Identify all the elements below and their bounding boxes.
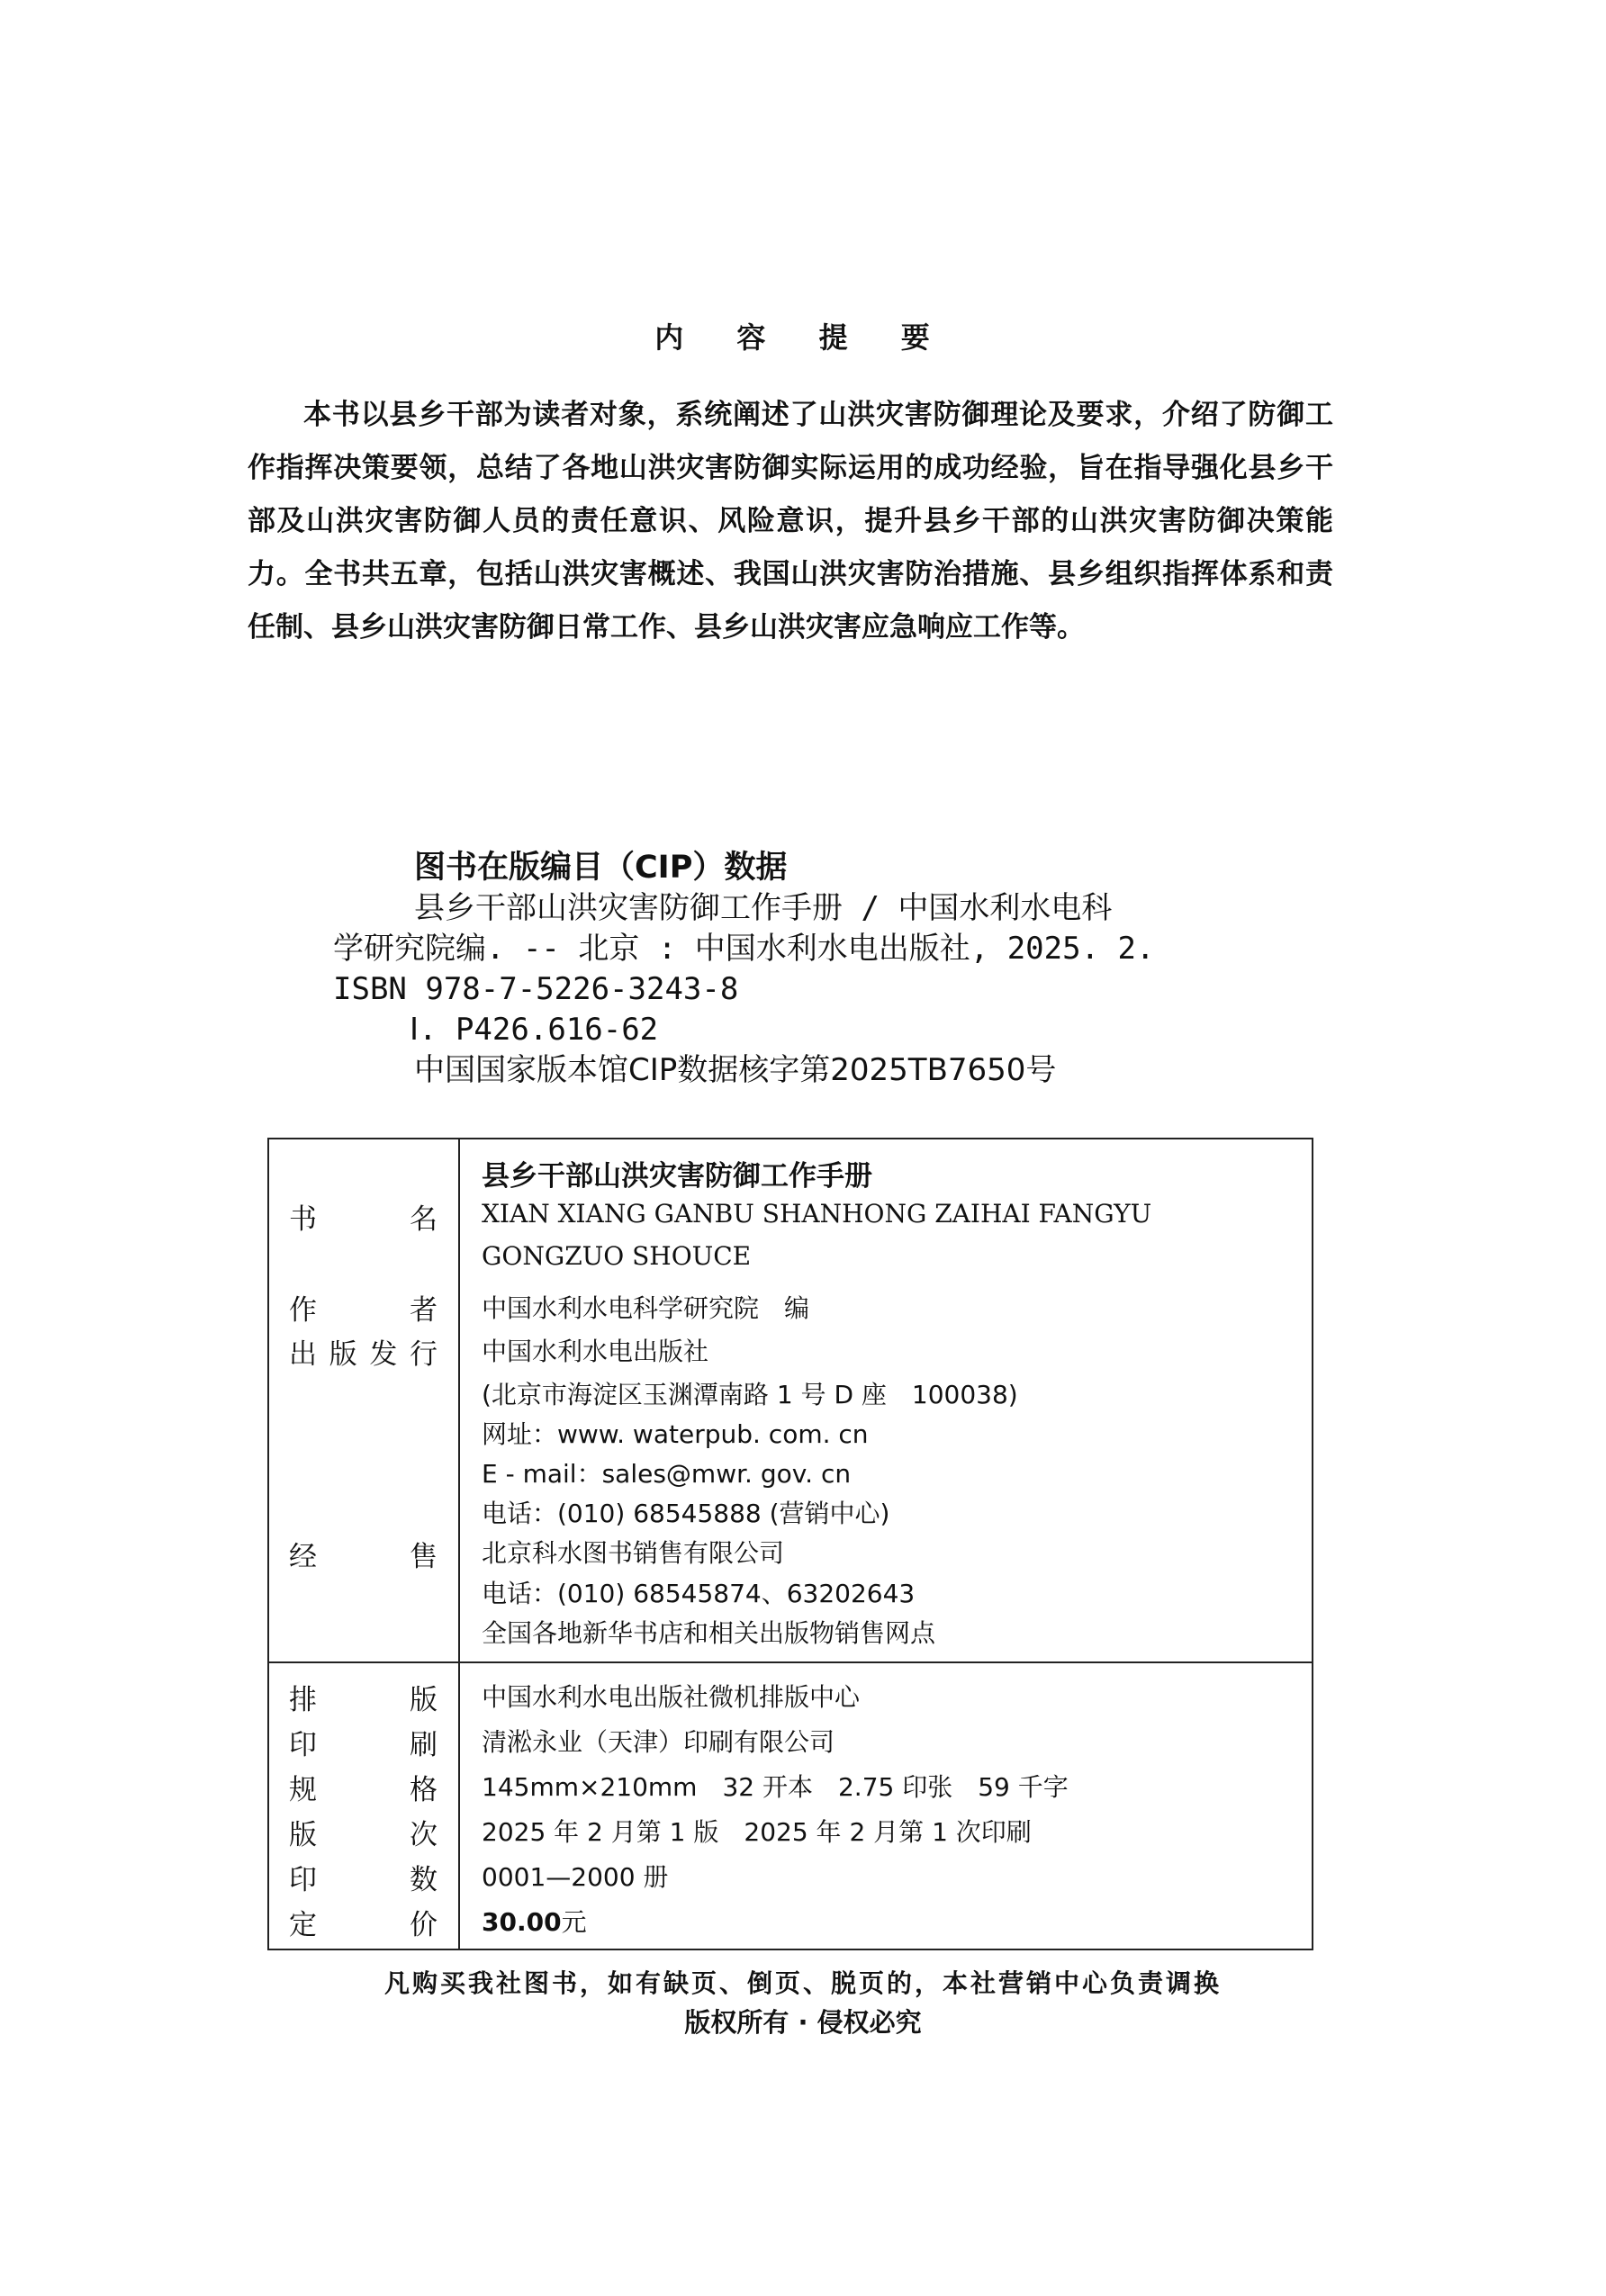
- price-label: [289, 1902, 438, 1942]
- book-name-en-line1: XIAN XIANG GANBU SHANHONG ZAIHAI FANGYU: [482, 1199, 1152, 1229]
- label-char: 排: [289, 1684, 317, 1716]
- publication-info-table: [267, 1138, 1313, 1950]
- label-char: 印: [289, 1864, 317, 1896]
- edition-label: [289, 1812, 438, 1852]
- abstract-body: [248, 389, 1333, 654]
- cip-line: 学研究院编. -- 北京 : 中国水利水电出版社, 2025. 2.: [333, 931, 1155, 967]
- author-label: [289, 1287, 438, 1328]
- cip-isbn: ISBN 978-7-5226-3243-8: [333, 971, 739, 1007]
- cip-classification: Ⅰ. P426.616-62: [410, 1012, 659, 1048]
- label-char: 售: [410, 1541, 438, 1573]
- price-unit: 元: [561, 1907, 587, 1937]
- abstract-title: 内 容 提 要: [654, 320, 952, 355]
- book-name-label: [289, 1196, 438, 1237]
- label-char: 作: [289, 1294, 317, 1327]
- label-char: 版: [289, 1819, 317, 1851]
- spec-value: 145mm×210mm 32 开本 2.75 印张 59 千字: [482, 1772, 1069, 1802]
- cip-block: [333, 848, 1332, 1091]
- distributor-label: [289, 1534, 438, 1574]
- publisher-website: 网址：www. waterpub. com. cn: [482, 1419, 869, 1449]
- label-char: 发: [369, 1338, 398, 1371]
- distributor-network: 全国各地新华书店和相关出版物销售网点: [482, 1618, 936, 1648]
- publisher-phone: 电话：(010) 68545888 (营销中心): [482, 1499, 890, 1528]
- publisher-label: [289, 1331, 438, 1372]
- label-char: 规: [289, 1774, 317, 1806]
- cip-title: 图书在版编目（CIP）数据: [414, 850, 788, 886]
- copies-value: 0001—2000 册: [482, 1862, 669, 1892]
- table-row-divider: [269, 1661, 1312, 1663]
- publisher-value: 中国水利水电出版社: [482, 1337, 709, 1366]
- label-char: 出: [289, 1338, 317, 1371]
- label-char: 价: [410, 1909, 438, 1941]
- price-value: [482, 1903, 587, 1939]
- author-value: 中国水利水电科学研究院 编: [482, 1293, 810, 1323]
- label-char: 版: [329, 1338, 357, 1371]
- abstract-paragraph: 本书以县乡干部为读者对象，系统阐述了山洪灾害防御理论及要求，介绍了防御工作指挥决策要领，总结了各地山洪灾害防御实际运用的成功经验，旨在指导强化县乡干部及山洪灾害防御人员的责任意识、风险意识，提升县乡干部的山洪灾害防御决策能力。全书共五章，包括山洪灾害概述、我国山洪灾害防治措施、县乡组织指挥体系和责任制、县乡山洪灾害防御日常工作、县乡山洪灾害应急响应工作等。: [248, 399, 1333, 644]
- label-char: 次: [410, 1819, 438, 1851]
- replacement-notice: 凡购买我社图书，如有缺页、倒页、脱页的，本社营销中心负责调换: [383, 1968, 1222, 1998]
- book-name-en-line2: GONGZUO SHOUCE: [482, 1241, 752, 1271]
- print-label: [289, 1722, 438, 1762]
- label-char: 数: [410, 1864, 438, 1896]
- edition-value: 2025 年 2 月第 1 版 2025 年 2 月第 1 次印刷: [482, 1817, 1032, 1847]
- label-char: 定: [289, 1909, 317, 1941]
- label-char: 者: [410, 1294, 438, 1327]
- label-char: 刷: [410, 1729, 438, 1761]
- label-char: 行: [409, 1338, 438, 1371]
- print-value: 清淞永业（天津）印刷有限公司: [482, 1727, 835, 1757]
- book-name-cn: 县乡干部山洪灾害防御工作手册: [482, 1160, 872, 1193]
- typeset-label: [289, 1677, 438, 1717]
- label-char: 经: [289, 1541, 317, 1573]
- label-char: 名: [410, 1203, 438, 1236]
- label-char: 印: [289, 1729, 317, 1761]
- copies-label: [289, 1857, 438, 1897]
- publisher-address: (北京市海淀区玉渊潭南路 1 号 D 座 100038): [482, 1380, 1018, 1409]
- label-char: 书: [289, 1203, 317, 1236]
- spec-label: [289, 1767, 438, 1807]
- label-char: 格: [410, 1774, 438, 1806]
- label-char: 版: [410, 1684, 438, 1716]
- distributor-phone: 电话：(010) 68545874、63202643: [482, 1579, 916, 1608]
- typeset-value: 中国水利水电出版社微机排版中心: [482, 1682, 861, 1712]
- publisher-email: E - mail：sales@mwr. gov. cn: [482, 1459, 852, 1489]
- cip-line: 县乡干部山洪灾害防御工作手册 / 中国水利水电科: [414, 890, 1113, 926]
- distributor-value: 北京科水图书销售有限公司: [482, 1538, 785, 1568]
- price-amount: 30.00: [482, 1907, 562, 1937]
- cip-record-number: 中国国家版本馆CIP数据核字第2025TB7650号: [414, 1052, 1057, 1088]
- table-column-divider: [458, 1139, 460, 1949]
- copyright-notice: 版权所有 · 侵权必究: [684, 2007, 922, 2038]
